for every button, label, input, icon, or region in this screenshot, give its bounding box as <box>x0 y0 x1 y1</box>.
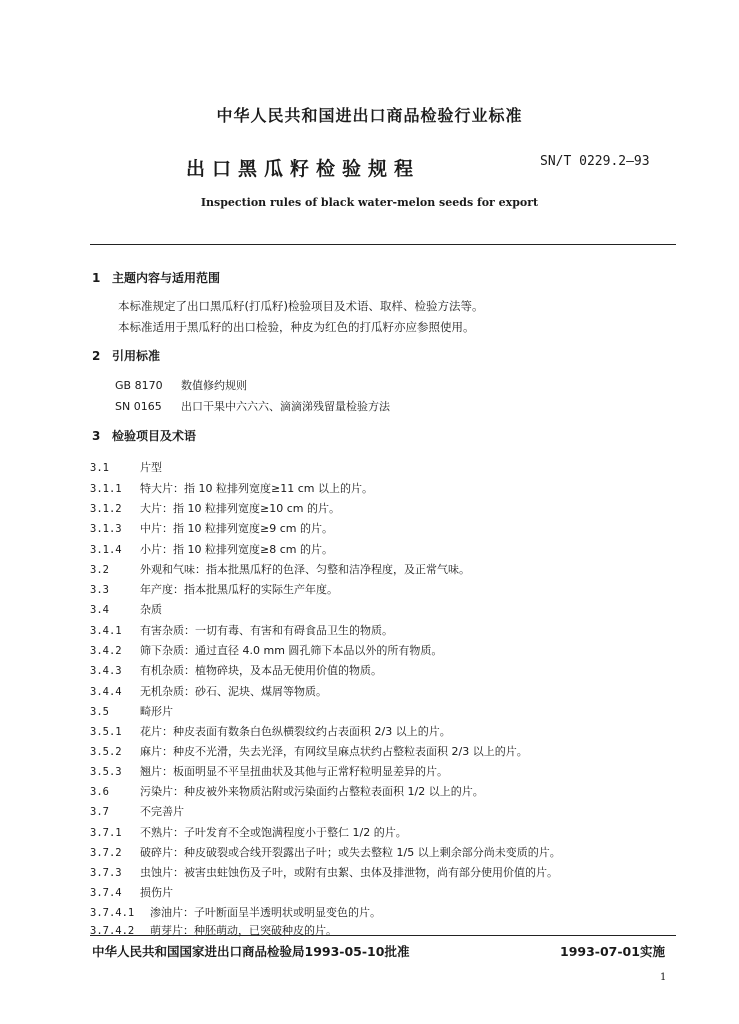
page-number: 1 <box>660 972 667 983</box>
reference-code: GB 8170 <box>115 379 163 392</box>
clause-number: 3.7.4.2 <box>90 925 135 937</box>
clause-item <box>90 500 340 516</box>
reference-title: 数值修约规则 <box>181 379 247 392</box>
clause-number: 3.3 <box>90 584 109 596</box>
clause-item <box>90 864 558 880</box>
reference-title: 出口干果中六六六、滴滴涕残留量检验方法 <box>181 400 390 413</box>
section-heading <box>92 427 196 444</box>
reference-item <box>115 377 247 393</box>
clause-text: 小片：指 10 粒排列宽度≥8 cm 的片。 <box>140 543 333 556</box>
clause-text: 杂质 <box>140 603 162 616</box>
reference-item <box>115 398 390 414</box>
document-title: 出口黑瓜籽检验规程 <box>186 158 421 180</box>
clause-number: 3.7.3 <box>90 867 122 879</box>
section-heading <box>92 269 220 286</box>
clause-text: 虫蚀片：被害虫蛀蚀伤及子叶，或附有虫絮、虫体及排泄物，尚有部分使用价值的片。 <box>140 866 558 879</box>
paragraph: 本标准适用于黑瓜籽的出口检验，种皮为红色的打瓜籽亦应参照使用。 <box>118 320 475 334</box>
clause-item <box>90 601 162 617</box>
section-heading <box>92 347 160 364</box>
clause-number: 3.4.1 <box>90 625 122 637</box>
clause-item <box>90 824 407 840</box>
clause-item <box>90 783 484 799</box>
section-number: 2 <box>92 349 101 363</box>
clause-item <box>90 884 173 900</box>
approval-line: 中华人民共和国国家进出口商品检验局1993-05-10批准 <box>92 944 410 959</box>
clause-item <box>90 541 333 557</box>
clause-number: 3.1 <box>90 462 109 474</box>
clause-number: 3.2 <box>90 564 109 576</box>
clause-item <box>90 763 448 779</box>
clause-item <box>90 683 327 699</box>
effective-date: 1993-07-01实施 <box>560 944 665 959</box>
clause-item <box>90 480 373 496</box>
clause-number: 3.5 <box>90 706 109 718</box>
clause-text: 无机杂质：砂石、泥块、煤屑等物质。 <box>140 685 327 698</box>
clause-number: 3.1.2 <box>90 503 122 515</box>
clause-item <box>90 642 442 658</box>
section-number: 3 <box>92 429 101 443</box>
reference-code: SN 0165 <box>115 400 162 413</box>
clause-item <box>90 723 451 739</box>
clause-text: 畸形片 <box>140 705 173 718</box>
clause-text: 污染片：种皮被外来物质沾附或污染面约占整粒表面积 1/2 以上的片。 <box>140 785 484 798</box>
paragraph: 本标准规定了出口黑瓜籽(打瓜籽)检验项目及术语、取样、检验方法等。 <box>118 299 484 313</box>
clause-number: 3.5.2 <box>90 746 122 758</box>
clause-text: 麻片：种皮不光滑，失去光泽，有网纹呈麻点状约占整粒表面积 2/3 以上的片。 <box>140 745 528 758</box>
clause-text: 有机杂质：植物碎块，及本品无使用价值的物质。 <box>140 664 382 677</box>
clause-text: 渗油片：子叶断面呈半透明状或明显变色的片。 <box>150 906 381 919</box>
clause-number: 3.7.1 <box>90 827 122 839</box>
clause-text: 损伤片 <box>140 886 173 899</box>
clause-item <box>90 622 393 638</box>
header-divider <box>90 244 676 245</box>
clause-number: 3.5.1 <box>90 726 122 738</box>
english-title: Inspection rules of black water-melon seeds for export <box>200 196 539 209</box>
clause-number: 3.5.3 <box>90 766 122 778</box>
standard-code: SN/T 0229.2—93 <box>540 154 650 169</box>
clause-number: 3.1.1 <box>90 483 122 495</box>
section-title: 检验项目及术语 <box>112 429 197 443</box>
clause-text: 大片：指 10 粒排列宽度≥10 cm 的片。 <box>140 502 340 515</box>
clause-text: 外观和气味：指本批黑瓜籽的色泽、匀整和洁净程度，及正常气味。 <box>140 563 470 576</box>
clause-number: 3.7.4 <box>90 887 122 899</box>
clause-number: 3.4.4 <box>90 686 122 698</box>
clause-number: 3.7.2 <box>90 847 122 859</box>
clause-item <box>90 561 470 577</box>
clause-item <box>90 743 528 759</box>
clause-number: 3.7.4.1 <box>90 907 135 919</box>
clause-item <box>90 803 184 819</box>
clause-text: 花片：种皮表面有数条白色纵横裂纹约占表面积 2/3 以上的片。 <box>140 725 451 738</box>
clause-item <box>90 459 162 475</box>
clause-text: 破碎片：种皮破裂或合线开裂露出子叶；或失去整粒 1/5 以上剩余部分尚未变质的片。 <box>140 846 561 859</box>
clause-number: 3.7 <box>90 806 109 818</box>
section-title: 主题内容与适用范围 <box>112 271 221 285</box>
clause-text: 翘片：板面明显不平呈扭曲状及其他与正常籽粒明显差异的片。 <box>140 765 448 778</box>
clause-number: 3.4 <box>90 604 109 616</box>
clause-text: 筛下杂质：通过直径 4.0 mm 圆孔筛下本品以外的所有物质。 <box>140 644 443 657</box>
footer-divider <box>90 935 676 936</box>
clause-item <box>90 844 561 860</box>
clause-item <box>90 662 382 678</box>
issuing-organization: 中华人民共和国进出口商品检验行业标准 <box>216 106 523 125</box>
clause-number: 3.1.4 <box>90 544 122 556</box>
clause-number: 3.1.3 <box>90 523 122 535</box>
clause-text: 中片：指 10 粒排列宽度≥9 cm 的片。 <box>140 522 333 535</box>
clause-number: 3.6 <box>90 786 109 798</box>
clause-text: 片型 <box>140 461 162 474</box>
clause-text: 萌芽片：种胚萌动，已突破种皮的片。 <box>150 924 337 937</box>
section-title: 引用标准 <box>112 349 161 363</box>
clause-text: 特大片：指 10 粒排列宽度≥11 cm 以上的片。 <box>140 482 373 495</box>
clause-text: 有害杂质：一切有毒、有害和有碍食品卫生的物质。 <box>140 624 393 637</box>
section-number: 1 <box>92 271 101 285</box>
clause-text: 年产度：指本批黑瓜籽的实际生产年度。 <box>140 583 338 596</box>
clause-number: 3.4.2 <box>90 645 122 657</box>
clause-text: 不熟片：子叶发育不全或饱满程度小于整仁 1/2 的片。 <box>140 826 407 839</box>
clause-text: 不完善片 <box>140 805 184 818</box>
clause-item <box>90 520 333 536</box>
clause-item <box>90 904 381 920</box>
clause-number: 3.4.3 <box>90 665 122 677</box>
clause-item <box>90 581 338 597</box>
clause-item <box>90 703 173 719</box>
